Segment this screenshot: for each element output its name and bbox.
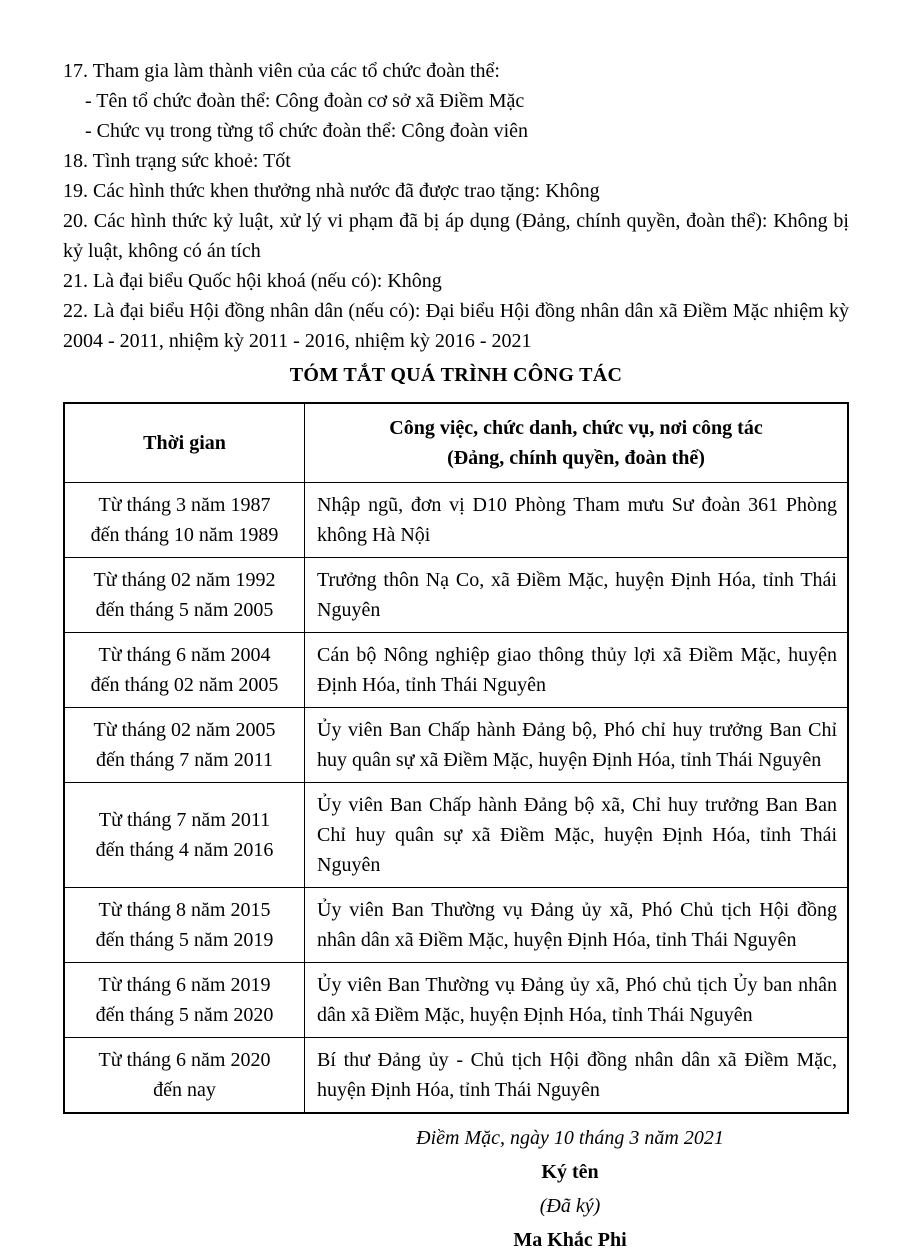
paragraph-19: 19. Các hình thức khen thưởng nhà nước đã được trao tặng: Không [63, 180, 600, 202]
signature-name: Ma Khắc Phi [513, 1229, 627, 1251]
table-header-work-line2: (Đảng, chính quyền, đoàn thể) [447, 447, 705, 469]
paragraph-22: 22. Là đại biểu Hội đồng nhân dân (nếu có): Đại biểu Hội đồng nhân dân xã Điềm Mặc nhiệm kỳ 2004 - 2011, nhiệm kỳ 2011 - 2016, nhiệm kỳ 2016 - 2021 [63, 300, 849, 352]
table-row [64, 1038, 848, 1114]
table-row [64, 708, 848, 783]
work-cell: Ủy viên Ban Chấp hành Đảng bộ, Phó chỉ huy trưởng Ban Chỉ huy quân sự xã Điềm Mặc, huyện Định Hóa, tỉnh Thái Nguyên [305, 708, 849, 783]
table-row [64, 963, 848, 1038]
time-cell: Từ tháng 02 năm 1992 đến tháng 5 năm 2005 [64, 558, 305, 633]
table-header-time: Thời gian [64, 403, 305, 483]
work-cell: Trưởng thôn Nạ Co, xã Điềm Mặc, huyện Định Hóa, tỉnh Thái Nguyên [305, 558, 849, 633]
time-cell: Từ tháng 7 năm 2011 đến tháng 4 năm 2016 [64, 783, 305, 888]
time-cell: Từ tháng 02 năm 2005 đến tháng 7 năm 2011 [64, 708, 305, 783]
paragraph-17-sub-position: - Chức vụ trong từng tổ chức đoàn thể: Công đoàn viên [85, 120, 528, 142]
table-header-work [305, 403, 849, 483]
paragraph-20: 20. Các hình thức kỷ luật, xử lý vi phạm đã bị áp dụng (Đảng, chính quyền, đoàn thể): Không bị kỷ luật, không có án tích [63, 210, 849, 262]
work-cell: Bí thư Đảng ủy - Chủ tịch Hội đồng nhân dân xã Điềm Mặc, huyện Định Hóa, tỉnh Thái Nguyên [305, 1038, 849, 1114]
time-cell: Từ tháng 3 năm 1987 đến tháng 10 năm 1989 [64, 483, 305, 558]
time-cell: Từ tháng 8 năm 2015 đến tháng 5 năm 2019 [64, 888, 305, 963]
work-cell: Nhập ngũ, đơn vị D10 Phòng Tham mưu Sư đoàn 361 Phòng không Hà Nội [305, 483, 849, 558]
work-cell: Cán bộ Nông nghiệp giao thông thủy lợi xã Điềm Mặc, huyện Định Hóa, tỉnh Thái Nguyên [305, 633, 849, 708]
table-row [64, 633, 848, 708]
table-header-row [64, 403, 848, 483]
table-row [64, 483, 848, 558]
paragraph-17: 17. Tham gia làm thành viên của các tổ chức đoàn thể: [63, 60, 500, 82]
work-history-table [63, 402, 849, 1114]
paragraph-17-sub-organization: - Tên tổ chức đoàn thể: Công đoàn cơ sở xã Điềm Mặc [85, 90, 525, 112]
signature-signed-note: (Đã ký) [539, 1195, 601, 1217]
table-row [64, 558, 848, 633]
paragraph-18: 18. Tình trạng sức khoẻ: Tốt [63, 150, 291, 172]
work-cell: Ủy viên Ban Thường vụ Đảng ủy xã, Phó Chủ tịch Hội đồng nhân dân xã Điềm Mặc, huyện Định Hóa, tỉnh Thái Nguyên [305, 888, 849, 963]
signature-place-date: Điềm Mặc, ngày 10 tháng 3 năm 2021 [416, 1127, 724, 1149]
time-cell: Từ tháng 6 năm 2004 đến tháng 02 năm 2005 [64, 633, 305, 708]
table-row [64, 888, 848, 963]
signature-label: Ký tên [541, 1161, 599, 1183]
table-row [64, 783, 848, 888]
signature-block [291, 1123, 849, 1255]
paragraph-21: 21. Là đại biểu Quốc hội khoá (nếu có): Không [63, 270, 442, 292]
table-title: TÓM TẮT QUÁ TRÌNH CÔNG TÁC [289, 364, 623, 386]
work-cell: Ủy viên Ban Chấp hành Đảng bộ xã, Chỉ huy trưởng Ban Ban Chỉ huy quân sự xã Điềm Mặc, huyện Định Hóa, tỉnh Thái Nguyên [305, 783, 849, 888]
time-cell: Từ tháng 6 năm 2020 đến nay [64, 1038, 305, 1114]
numbered-items-section [63, 56, 849, 356]
table-header-work-line1: Công việc, chức danh, chức vụ, nơi công tác [389, 417, 763, 439]
work-cell: Ủy viên Ban Thường vụ Đảng ủy xã, Phó chủ tịch Ủy ban nhân dân xã Điềm Mặc, huyện Định Hóa, tỉnh Thái Nguyên [305, 963, 849, 1038]
time-cell: Từ tháng 6 năm 2019 đến tháng 5 năm 2020 [64, 963, 305, 1038]
